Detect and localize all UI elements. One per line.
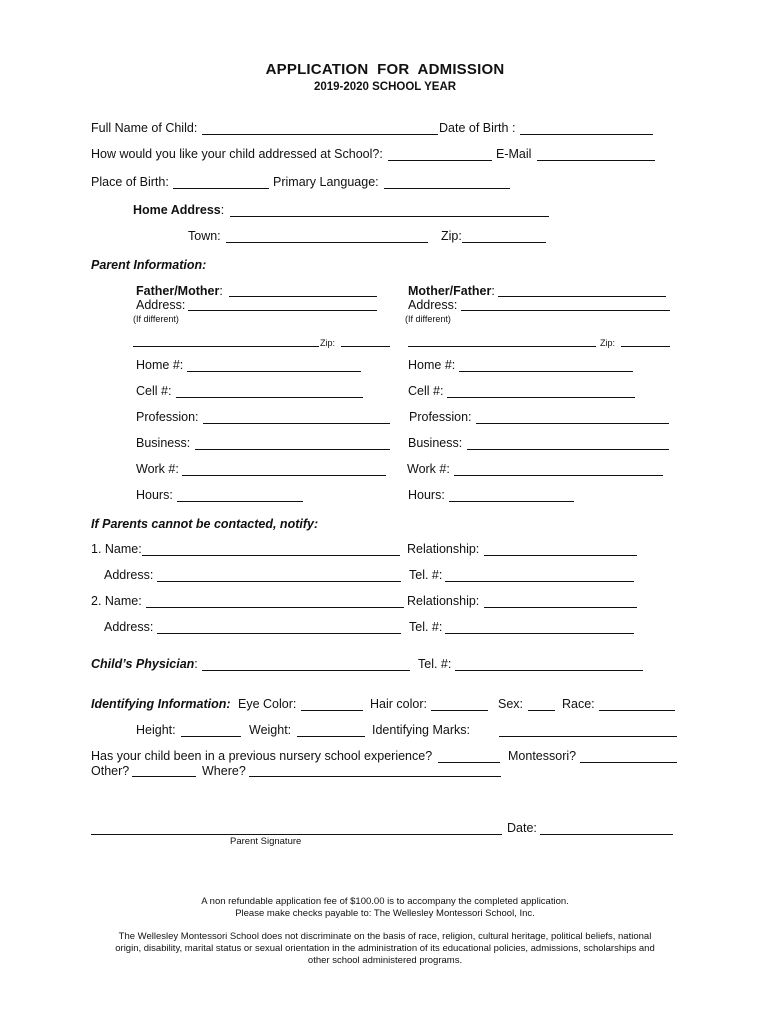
fee-line-2: Please make checks payable to: The Wellesley Montessori School, Inc. [235,908,535,919]
identifying-marks-label: Identifying Marks: [372,723,470,737]
full-name-field[interactable] [202,134,438,135]
experience-question: Has your child been in a previous nursery school experience? [91,749,433,763]
form-subtitle: 2019-2020 SCHOOL YEAR [313,81,457,93]
signature-caption: Parent Signature [230,836,302,847]
contact1-tel-label: Tel. #: [409,568,443,582]
primary-language-field[interactable] [384,188,510,189]
contact2-address-field[interactable] [157,633,401,634]
zip-field[interactable] [462,242,546,243]
town-field[interactable] [226,242,428,243]
parent-signature-field[interactable] [91,834,502,835]
identifying-label: Identifying Information: [91,697,231,711]
sex-label: Sex: [498,697,524,711]
right-work-label: Work #: [407,462,450,476]
right-work-field[interactable] [454,475,663,476]
right-home-field[interactable] [459,371,633,372]
contact2-address-label: Address: [104,620,154,634]
email-label: E-Mail [496,147,532,161]
right-address2-field[interactable] [408,346,596,347]
other-label: Other? [91,764,130,778]
left-cell-field[interactable] [176,397,363,398]
left-address2-field[interactable] [133,346,319,347]
physician-field[interactable] [202,670,410,671]
left-home-label: Home #: [136,358,184,372]
left-work-label: Work #: [136,462,179,476]
right-profession-label: Profession: [409,410,472,424]
right-if-different: (If different) [405,314,451,324]
right-cell-field[interactable] [447,397,635,398]
race-field[interactable] [599,710,675,711]
montessori-field[interactable] [580,762,677,763]
eye-color-field[interactable] [301,710,363,711]
right-business-label: Business: [408,436,463,450]
father-mother-field[interactable] [229,296,377,297]
right-hours-field[interactable] [449,501,574,502]
dob-field[interactable] [520,134,653,135]
left-profession-label: Profession: [136,410,199,424]
height-field[interactable] [181,736,241,737]
left-hours-field[interactable] [177,501,303,502]
eye-color-label: Eye Color: [238,697,297,711]
contact1-relationship-field[interactable] [484,555,637,556]
left-zip-field[interactable] [341,346,390,347]
right-address-label: Address: [408,298,458,312]
left-business-field[interactable] [195,449,390,450]
weight-label: Weight: [249,723,292,737]
emergency-heading: If Parents cannot be contacted, notify: [91,517,319,531]
left-profession-field[interactable] [203,423,390,424]
contact2-tel-label: Tel. #: [409,620,443,634]
place-of-birth-field[interactable] [173,188,269,189]
right-zip-field[interactable] [621,346,670,347]
right-profession-field[interactable] [476,423,669,424]
physician-tel-label: Tel. #: [418,657,452,671]
race-label: Race: [562,697,595,711]
montessori-label: Montessori? [508,749,577,763]
form-title: APPLICATION FOR ADMISSION [265,61,505,78]
parent-info-heading: Parent Information: [91,258,207,272]
home-address-field[interactable] [230,216,549,217]
contact1-address-field[interactable] [157,581,401,582]
full-name-label: Full Name of Child: [91,121,198,135]
left-address-label: Address: [136,298,186,312]
addressed-label: How would you like your child addressed at School?: [91,147,383,161]
right-hours-label: Hours: [408,488,445,502]
where-label: Where? [202,764,246,778]
weight-field[interactable] [297,736,365,737]
identifying-marks-field[interactable] [499,736,677,737]
addressed-field[interactable] [388,160,492,161]
right-address-field[interactable] [461,310,670,311]
fee-line-1: A non refundable application fee of $100.00 is to accompany the completed application. [201,896,569,907]
left-address-field[interactable] [188,310,377,311]
where-field[interactable] [249,776,501,777]
left-home-field[interactable] [187,371,361,372]
experience-field[interactable] [438,762,500,763]
contact1-tel-field[interactable] [445,581,634,582]
hair-color-field[interactable] [431,710,488,711]
contact2-relationship-label: Relationship: [407,594,480,608]
date-label: Date: [507,821,537,835]
hair-color-label: Hair color: [370,697,427,711]
right-home-label: Home #: [408,358,456,372]
sex-field[interactable] [528,710,555,711]
contact1-relationship-label: Relationship: [407,542,480,556]
contact2-name-field[interactable] [146,607,404,608]
father-mother-label: Father/Mother: [136,284,223,298]
contact2-relationship-field[interactable] [484,607,637,608]
contact1-name-label: 1. Name: [91,542,142,556]
contact1-name-field[interactable] [142,555,400,556]
height-label: Height: [136,723,176,737]
email-field[interactable] [537,160,655,161]
left-if-different: (If different) [133,314,179,324]
right-business-field[interactable] [467,449,669,450]
left-hours-label: Hours: [136,488,173,502]
policy-statement: The Wellesley Montessori School does not discriminate on the basis of race, religion, cultural heritage, political beliefs, national origin, disability, marital status or sexual orientation in the administration of its educational policies, admissions, scholarships and other school administered programs. [115,931,655,966]
contact1-address-label: Address: [104,568,154,582]
left-work-field[interactable] [182,475,386,476]
mother-father-field[interactable] [498,296,666,297]
left-cell-label: Cell #: [136,384,172,398]
home-address-label: Home Address: [133,203,225,217]
physician-label: Child’s Physician: [91,657,198,671]
contact2-name-label: 2. Name: [91,594,142,608]
dob-label: Date of Birth : [439,121,516,135]
primary-language-label: Primary Language: [273,175,379,189]
contact2-tel-field[interactable] [445,633,634,634]
zip-label: Zip: [441,229,462,243]
place-of-birth-label: Place of Birth: [91,175,169,189]
right-zip-label: Zip: [600,338,616,348]
left-zip-label: Zip: [320,338,336,348]
date-field[interactable] [540,834,673,835]
town-label: Town: [188,229,221,243]
right-cell-label: Cell #: [408,384,444,398]
physician-tel-field[interactable] [455,670,643,671]
other-field[interactable] [132,776,196,777]
mother-father-label: Mother/Father: [408,284,495,298]
left-business-label: Business: [136,436,191,450]
